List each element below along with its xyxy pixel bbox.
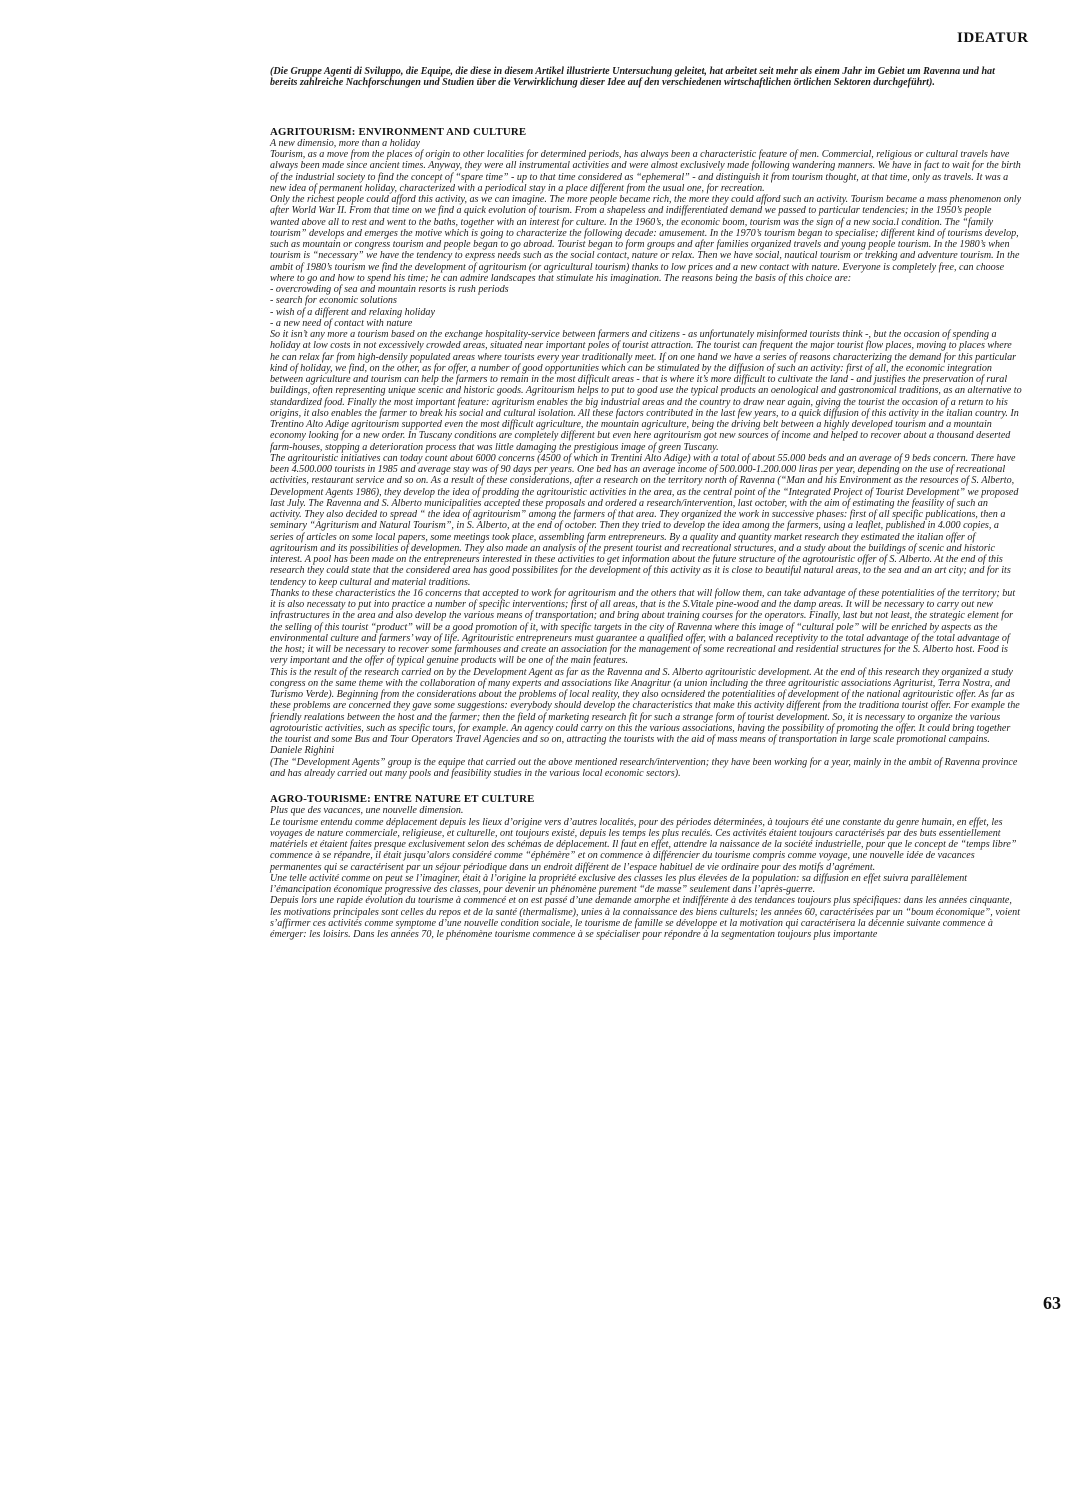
list-item: - search for economic solutions — [270, 295, 397, 307]
list-item: - overcrowding of sea and mountain resorts is rush periods — [270, 284, 509, 296]
french-subtitle: Plus que des vacances, une nouvelle dimension. — [270, 805, 464, 817]
article-body — [270, 66, 1022, 940]
english-subtitle: A new dimensio, more than a holiday — [270, 137, 420, 149]
page-number: 63 — [1043, 1293, 1061, 1313]
intro-note: (Die Gruppe Agenti di Sviluppo, die Equipe, die diese in diesem Artikel illustrierte Untersuchung geleitet, hat arbeitet seit mehr als einem Jahr im Gebiet um Ravenna und hat bereits zahlreiche Nachforschungen und Studien über die Verwirklichung dieser Idee auf den verschiedenen wirtschaftlichen örtlichen Sektoren durchgeführt). — [270, 66, 995, 89]
english-paragraph: This is the result of the research carried on by the Development Agent as far as the Ravenna and S. Alberto agritouristic development. At the end of this research they organized a study congress on the same theme with the collaboration of many experts and associations like Anagritur (a union including the three agritouristic associations Agriturist, Terra Nostra, and Turismo Verde). Beginning from the considerations about the problems of local reality, they also ocnsidered the potentialities of development of the national agritouristic offer. As far as these problems are concerned they gave some suggestions: everybody should develop the characteristics that make this activity different from the traditiona tourist offer. For example the friendly realations between the host and the farmer; then the field of marketing research fit for such a strange form of tourist development. So, it is necessary to organize the various agrotouristic activities, such as specific tours, for example. An agency could carry on this the various associations, having the possibility of promoting the offer. It could bring together the tourist and some Bus and Tour Operators Travel Agencies and so on, attracting the tourists with the aid of mass means of transportation in large scale promotional campains. — [270, 666, 1020, 746]
french-paragraph: Depuis lors une rapide évolution du tourisme à commencé et on est passé d’une demande amorphe et indifférente à des tendances toujours plus spécifiques: dans les années cinquante, les motivations principales sont celles du repos et de la santé (thermalisme), unies à la connaissance des biens culturels; les années 60, caractérisées par un “boum économique”, voient s’affirmer ces activités comme symptome d’une nouvelle condition sociale, le tourisme de famille se développe et la motivation qui caractérisera la décennie suivante commence à émerger: les loisirs. Dans les années 70, le phénomène tourisme commence à se spécialiser pour répondre à la segmentation toujours plus importante — [270, 895, 1020, 941]
author-name: Daniele Righini — [270, 745, 335, 757]
reasons-list — [270, 284, 1022, 329]
french-heading: AGRO-TOURISME: ENTRE NATURE ET CULTURE — [270, 793, 535, 806]
english-paragraph: So it isn’t any more a tourism based on the exchange hospitality-service between farmers and citizens - as unfortunately misinformed tourists think -, but the occasion of spending a holiday at low costs in not excessively crowded areas, situated near important poles of tourist attraction. The tourist can frequent the major tourist flow places, moving to places where he can relax far from high-densily populated areas where tourists every year traditionally meet. If on one hand we have a series of reasons characterizing the demand for this particular kind of holiday, we find, on the other, as for offer, a number of good opportunities which can be stimulated by the diffusion of such an activity: first of all, the economic integration between agriculture and tourism can help the farmers to remain in the most difficult areas - that is where it’s more difficult to cultivate the land - and justifies the preservation of rural buildings, often representing unique scenic and historic goods. Agritourism helps to put to good use the typical products an oenological and gastronomical traditions, as an alternative to standardized food. Finally the most important feature: agriturism enables the big industrial areas and the country to draw near again, giving the tourist the occasion of a return to his origins, it also enables the farmer to break his social and cultural isolation. All these factors contributed in the last few years, to a quick diffusion of this activity in the italian country. In Trentino Alto Adige agritourism supported even the most difficult agriculture, the mountain agriculture, being the driving belt between a highly developed tourism and a mountain economy looking for a new order. In Tuscany conditions are completely different but even here agritourism got new sources of income and helped to recover about a thousand deserted farm-houses, stopping a deterioration process that was little damaging the prestigious image of green Tuscany. — [270, 329, 1022, 453]
english-paragraph: Thanks to these characteristics the 16 concerns that accepted to work for agritourism and the others that will follow them, can take advantage of these potentialities of the territory; but it is also necessaty to put into practice a number of specific interventions; first of all areas, that is the S.Vitale pine-wood and the damp areas. It will be necessary to carry out new infrastructures in the area and also develop the various means of transportation; and bring about training courses for the operators. Finally, last but not least, the strategic element for the selling of this tourist “product” will be a good promotion of it, with specific targets in the city of Ravenna where this image of “cultural pole” will be enriched by aspects as the environmental culture and farmers’ way of life. Agritouristic entrepreneurs must guarantee a qualified offer, with a balanced receptivity to the total advantage of the total advantage of the host; it will be necessary to recover some farmhouses and create an association for the management of some recreational and residential structures for the S. Alberto host. Food is very important and the offer of typical genuine products will be one of the main features. — [270, 587, 1016, 667]
author-note: (The “Development Agents” group is the equipe that carried out the above mentioned research/intervention; they have been working for a year, mainly in the ambit of Ravenna province and has already carried out many pools and feasibility studies in the various local economic sectors). — [270, 756, 1018, 779]
english-paragraph: Tourism, as a move from the places of origin to other localities for determined periods, has always been a characteristic feature of men. Commercial, religious or cultural travels have always been made since ancient times. Anyway, they were all instrumental activities and were almost exclusively made following wandering manners. We have in fact to wait for the birth of the industrial society to find the concept of “spare time” - up to that time considered as “ephemeral” - and distinguish it from tourism thought, at that time, only as travels. It was a new idea of permanent holiday, characterized with a periodical stay in a place different from the usual one, for recreation. — [270, 149, 1021, 194]
english-heading: AGRITOURISM: ENVIRONMENT AND CULTURE — [270, 125, 527, 138]
list-item: - a new need of contact with nature — [270, 317, 413, 329]
magazine-title: IDEATUR — [957, 30, 1029, 46]
french-paragraph: Une telle activité comme on peut se l’imaginer, était à l’origine la propriété exclusive des classes les plus élevées de la population: sa diffusion en effet suivra parallèlement l’émancipation économique progressive des classes, pour devenir un phénomène purement “de masse” seulement dans l’après-guerre. — [270, 872, 968, 896]
english-paragraph: Only the richest people could afford this activity, as we can imagine. The more people became rich, the more they could afford such an activity. Tourism became a mass phenomenon only after World War II. From that time on we find a quick evolution of tourism. From a shapeless and indifferentiated demand we passed to particular tendencies; in the 1950’s people wanted above all to rest and went to the baths, together with an interest for culture. In the 1960’s, the economic boom, tourism was the sign of a new socia.l condition. The “family tourism” develops and emerges the motive which is going to characterize the following decade: amusement. In the 1970’s tourism began to specialise; different kind of tourisms develop, such as mountain or congress tourism and people began to go abroad. Tourist began to form groups and after families organized travels and young people tourism. In the 1980’s when tourism is “necessary” we have the tendency to express needs such as the social contact, nature or relax. Then we have social, nautical tourism or trekking and adventure tourism. In the ambit of 1980’s tourism we find the development of agritourism (or agricultural tourism) thanks to low prices and a new contact with nature. Everyone is completely free, can choose where to go and how to spend his time; he can admire landscapes that stimulate his imagination. The reasons being the basis of this choice are: — [270, 194, 1022, 284]
list-item: - wish of a different and relaxing holiday — [270, 306, 435, 318]
english-paragraph: The agritouristic initiatives can today count about 6000 concerns (4500 of which in Trentini Alto Adige) with a total of about 55.000 beds and an average of 9 beds concern. There have been 4.500.000 tourists in 1985 and average stay was of 90 days per years. One bed has an average income of 500.000-1.200.000 liras per year, depending on the use of recreational activities, restaurant service and so on. As a result of these considerations, after a research on the territory north of Ravenna (“Man and his Environment as the resources of S. Alberto, Development Agents 1986), they develop the idea of prodding the agritouristic activities in the area, as the central point of the “Integrated Project of Tourist Development” we proposed last July. The Ravenna and S. Alberto municipalities accepted these proposals and ordered a research/intervention, last october, with the aim of estimating the feasility of such an activity. They also decided to spread “ the idea of agritourism” among the farmers of that area. They organized the work in successive phases: first of all specific publications, then a seminary “Agriturism and Natural Tourism”, in S. Alberto, at the end of october. Then they tried to develop the idea among the farmers, using a leaflet, published in 4.000 copies, a series of articles on some local papers, some meetings took place, assembling farm entrepreneurs. By a quality and quantity market research they estimated the italian offer of agritourism and its possibilities of developmen. They also made an analysis of the present tourist and recreational structures, and a study about the buildings of scenic and historic interest. A pool has been made on the entrepreneurs interested in these activities to get information about the future structure of the agrotouristic offer of S. Alberto. At the end of this research they could state that the considered area has good possibilites for the development of this activity as it is close to beautiful natural areas, to the sea and an art city; and for its tendency to keep cultural and material traditions. — [270, 452, 1019, 588]
french-paragraph: Le tourisme entendu comme déplacement depuis les lieux d’origine vers d’autres localités, pour des périodes déterminées, à toujours été une constante du genre humain, en effet, les voyages de nature commerciale, religieuse, et culturelle, ont toujours existé, depuis les temps les plus reculés. Ces activités étaient toujours caractérisés par des buts essentiellement matériels et étaient faites presque exclusivement selon des schémas de déplacement. Il faut en effet, attendre la naissance de la société industrielle, pour que le concept de “temps libre” commence à se répandre, il était jusqu’alors considéré comme “éphémère” et on commence à différencier du tourisme compris comme voyage, une nouvelle idée de vacances permanentes qui se caractérisent par un séjour périodique dans un endroit différent de l’espace habituel de vie ordinaire pour des motifs d’agrément. — [270, 816, 1017, 873]
